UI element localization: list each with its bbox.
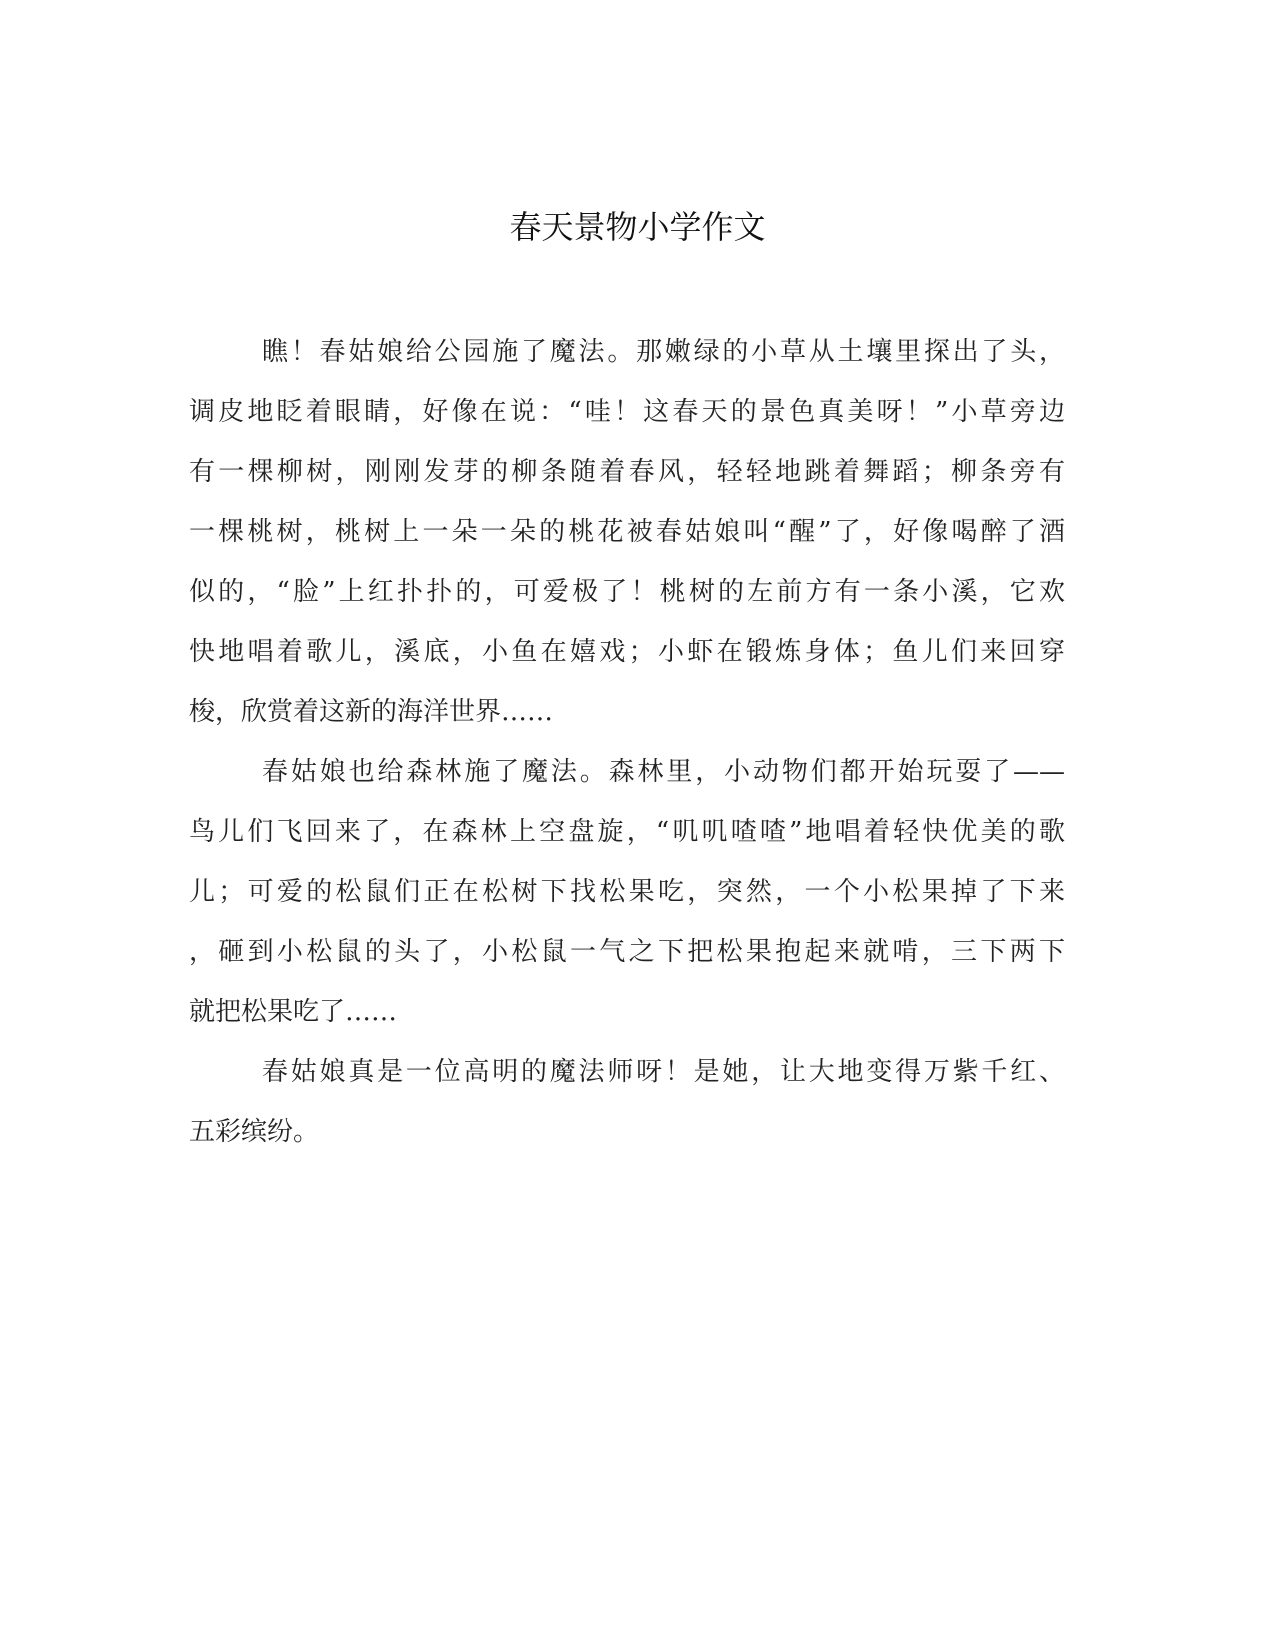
paragraph-line: 儿；可爱的松鼠们正在松树下找松果吃，突然，一个小松果掉了下来 [189, 877, 1065, 907]
paragraph-line: 似的，“脸”上红扑扑的，可爱极了！桃树的左前方有一条小溪，它欢 [189, 577, 1065, 607]
paragraph-line: 梭，欣赏着这新的海洋世界…… [189, 697, 554, 727]
paragraph-line: 有一棵柳树，刚刚发芽的柳条随着春风，轻轻地跳着舞蹈；柳条旁有 [189, 457, 1065, 487]
paragraph-line: 五彩缤纷。 [189, 1117, 320, 1147]
paragraph-line: 春姑娘真是一位高明的魔法师呀！是她，让大地变得万紫千红、 [262, 1057, 1065, 1087]
paragraph-line: ，砸到小松鼠的头了，小松鼠一气之下把松果抱起来就啃，三下两下 [189, 937, 1065, 967]
paragraph-line: 就把松果吃了…… [189, 997, 398, 1027]
paragraph-line: 瞧！春姑娘给公园施了魔法。那嫩绿的小草从土壤里探出了头， [262, 337, 1065, 367]
paragraph-2 [189, 742, 1065, 1042]
paragraph-1 [189, 322, 1065, 742]
paragraph-3 [189, 1042, 1065, 1162]
page-title: 春天景物小学作文 [509, 208, 766, 246]
paragraph-line: 鸟儿们飞回来了，在森林上空盘旋，“叽叽喳喳”地唱着轻快优美的歌 [189, 817, 1065, 847]
paragraph-line: 一棵桃树，桃树上一朵一朵的桃花被春姑娘叫“醒”了，好像喝醉了酒 [189, 517, 1065, 547]
paragraph-line: 快地唱着歌儿，溪底，小鱼在嬉戏；小虾在锻炼身体；鱼儿们来回穿 [189, 637, 1065, 667]
essay-body [189, 322, 1065, 1162]
paragraph-line: 调皮地眨着眼睛，好像在说：“哇！这春天的景色真美呀！”小草旁边 [189, 397, 1065, 427]
paragraph-line: 春姑娘也给森林施了魔法。森林里，小动物们都开始玩耍了—— [262, 757, 1065, 787]
